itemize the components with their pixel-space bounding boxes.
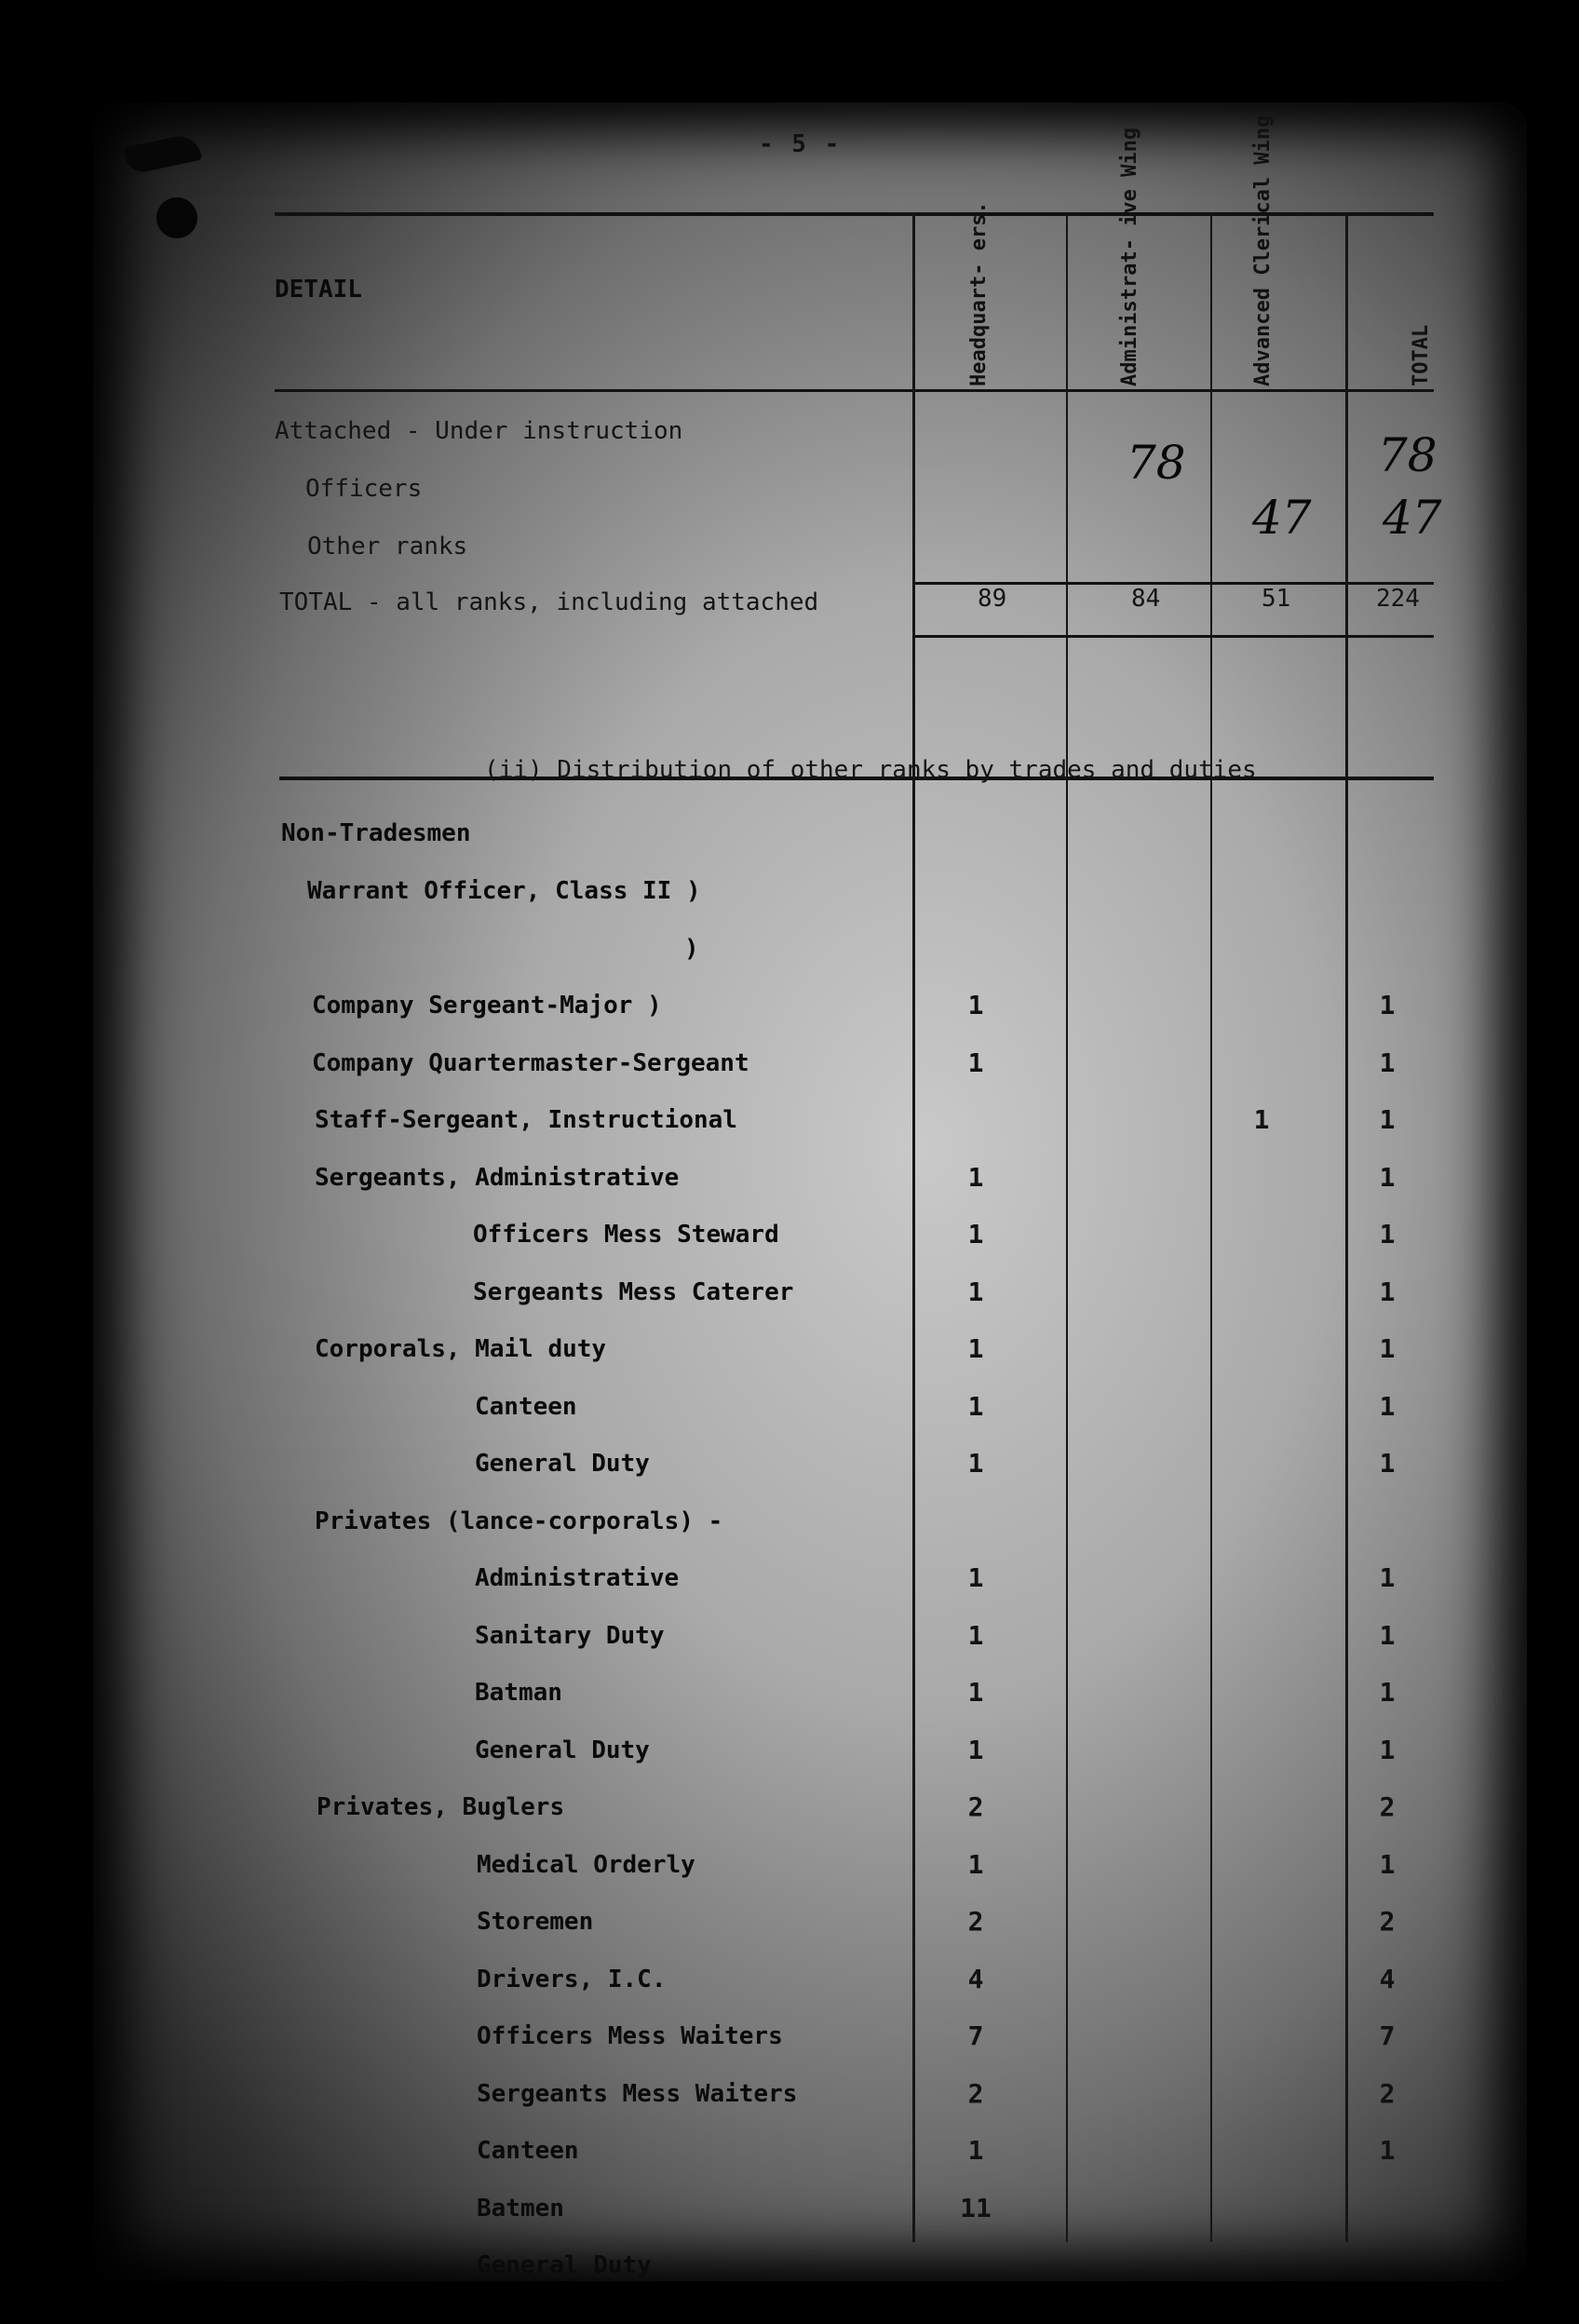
table-row-label: Sergeants, Administrative bbox=[315, 1163, 680, 1192]
column-header-hq: Headquart- ers. bbox=[967, 201, 991, 386]
table-cell-hq: 1 bbox=[967, 2135, 984, 2166]
group-label: Non-Tradesmen bbox=[281, 819, 471, 847]
handwritten-officers-total: 78 bbox=[1378, 428, 1437, 482]
table-cell-total: 4 bbox=[1379, 1963, 1396, 1994]
table-cell-total: 1 bbox=[1379, 1219, 1396, 1250]
punch-hole bbox=[156, 197, 197, 238]
table-row-label: Sanitary Duty bbox=[475, 1621, 665, 1650]
table-row-label: Sergeants Mess Waiters bbox=[477, 2079, 798, 2108]
table-cell-total: 1 bbox=[1379, 1734, 1396, 1765]
table-row-label: General Duty bbox=[475, 1736, 650, 1764]
detail-header: DETAIL bbox=[275, 276, 362, 304]
table-cell-total: 1 bbox=[1379, 1619, 1396, 1651]
table-cell-total: 1 bbox=[1379, 1562, 1396, 1593]
table-cell-total: 1 bbox=[1379, 1333, 1396, 1364]
table-cell-hq: 4 bbox=[967, 1963, 984, 1994]
column-divider-advanced bbox=[1210, 212, 1212, 2242]
row-total-label: TOTAL - all ranks, including attached bbox=[279, 588, 819, 616]
table-row-label: Storemen bbox=[477, 1908, 594, 1936]
table-cell-hq: 1 bbox=[967, 1562, 984, 1593]
table-row-label: Canteen bbox=[477, 2137, 579, 2165]
row-other-ranks-label: Other ranks bbox=[307, 533, 468, 561]
table-cell-hq: 2 bbox=[967, 1906, 984, 1937]
table-row-label: ) bbox=[684, 934, 699, 963]
row-attached-label: Attached - Under instruction bbox=[275, 417, 683, 445]
page-number: - 5 - bbox=[759, 130, 842, 158]
table-cell-hq: 1 bbox=[967, 1276, 984, 1307]
table-row-label: Sergeants Mess Caterer bbox=[473, 1277, 794, 1306]
column-header-admin: Administrat- ive Wing bbox=[1118, 127, 1141, 386]
table-cell-hq: 2 bbox=[967, 2077, 984, 2109]
table-row-label: Administrative bbox=[475, 1564, 680, 1592]
table-row-label: Staff-Sergeant, Instructional bbox=[315, 1106, 737, 1134]
table-cell-hq: 2 bbox=[967, 1791, 984, 1822]
table-row-label: Company Sergeant-Major ) bbox=[312, 992, 662, 1020]
table-cell-total: 2 bbox=[1379, 1791, 1396, 1822]
table-cell-total: 1 bbox=[1379, 1161, 1396, 1193]
row-officers-label: Officers bbox=[305, 475, 423, 503]
table-row-label: Batmen bbox=[477, 2194, 564, 2223]
table-cell-hq: 1 bbox=[967, 1677, 984, 1708]
table-cell-total: 1 bbox=[1379, 1448, 1396, 1479]
table-row-label: Privates, Buglers bbox=[317, 1793, 565, 1821]
table-row-label: Officers Mess Waiters bbox=[477, 2022, 783, 2050]
handwritten-other-ranks-total: 47 bbox=[1383, 491, 1442, 545]
table-row-label: Officers Mess Steward bbox=[473, 1221, 779, 1249]
table-cell-hq: 1 bbox=[967, 1848, 984, 1880]
table-cell-hq: 1 bbox=[967, 1390, 984, 1422]
total-advanced: 51 bbox=[1262, 585, 1291, 613]
header-rule bbox=[275, 389, 1434, 392]
table-cell-total: 1 bbox=[1379, 1276, 1396, 1307]
table-cell-total: 1 bbox=[1379, 1677, 1396, 1708]
table-cell-total: 1 bbox=[1379, 1104, 1396, 1135]
total-admin: 84 bbox=[1131, 585, 1161, 613]
column-divider-admin bbox=[1066, 212, 1068, 2242]
table-cell-adv: 1 bbox=[1253, 1104, 1270, 1135]
table-cell-total: 1 bbox=[1379, 1390, 1396, 1422]
table-row-label: Corporals, Mail duty bbox=[315, 1335, 607, 1363]
table-row-label: Batman bbox=[475, 1679, 562, 1707]
table-row-label: Medical Orderly bbox=[477, 1850, 695, 1879]
table-cell-total: 1 bbox=[1379, 1047, 1396, 1078]
table-cell-hq: 1 bbox=[967, 990, 984, 1020]
table-row-label: Drivers, I.C. bbox=[477, 1965, 667, 1993]
table-row-label: Privates (lance-corporals) - bbox=[315, 1507, 723, 1535]
table-row-label: Company Quartermaster-Sergeant bbox=[312, 1048, 749, 1077]
table-cell-hq: 1 bbox=[967, 1619, 984, 1651]
total-bottom-rule bbox=[912, 635, 1434, 638]
total-all: 224 bbox=[1376, 585, 1420, 613]
table-row-label: Canteen bbox=[475, 1392, 577, 1421]
total-hq: 89 bbox=[978, 585, 1007, 613]
table-cell-hq: 11 bbox=[960, 2192, 992, 2223]
section-title: (ii) Distribution of other ranks by trades and duties bbox=[484, 756, 1257, 784]
handwritten-other-ranks-advanced: 47 bbox=[1252, 491, 1312, 545]
table-cell-total: 7 bbox=[1379, 2020, 1396, 2051]
handwritten-officers-admin: 78 bbox=[1127, 436, 1186, 490]
table-cell-total: 2 bbox=[1379, 1906, 1396, 1937]
table-cell-total: 2 bbox=[1379, 2077, 1396, 2109]
table-row-label: Warrant Officer, Class II ) bbox=[307, 877, 701, 905]
column-header-advanced: Advanced Clerical Wing bbox=[1251, 115, 1275, 386]
table-cell-total: 1 bbox=[1379, 1848, 1396, 1880]
column-header-total: TOTAL bbox=[1410, 324, 1433, 386]
table-cell-hq: 7 bbox=[967, 2020, 984, 2051]
column-divider-hq bbox=[912, 212, 915, 2242]
table-cell-hq: 1 bbox=[967, 1734, 984, 1765]
table-cell-hq: 1 bbox=[967, 1219, 984, 1250]
table-row-label: General Duty bbox=[477, 2251, 652, 2279]
table-cell-hq: 1 bbox=[967, 1333, 984, 1364]
table-cell-hq: 1 bbox=[967, 1161, 984, 1193]
table-row-label: General Duty bbox=[475, 1450, 650, 1478]
table-cell-hq: 1 bbox=[967, 1047, 984, 1078]
column-divider-total bbox=[1345, 212, 1348, 2242]
table-cell-hq: 1 bbox=[967, 1448, 984, 1479]
table-cell-total: 1 bbox=[1379, 990, 1396, 1020]
table-cell-total: 1 bbox=[1379, 2135, 1396, 2166]
